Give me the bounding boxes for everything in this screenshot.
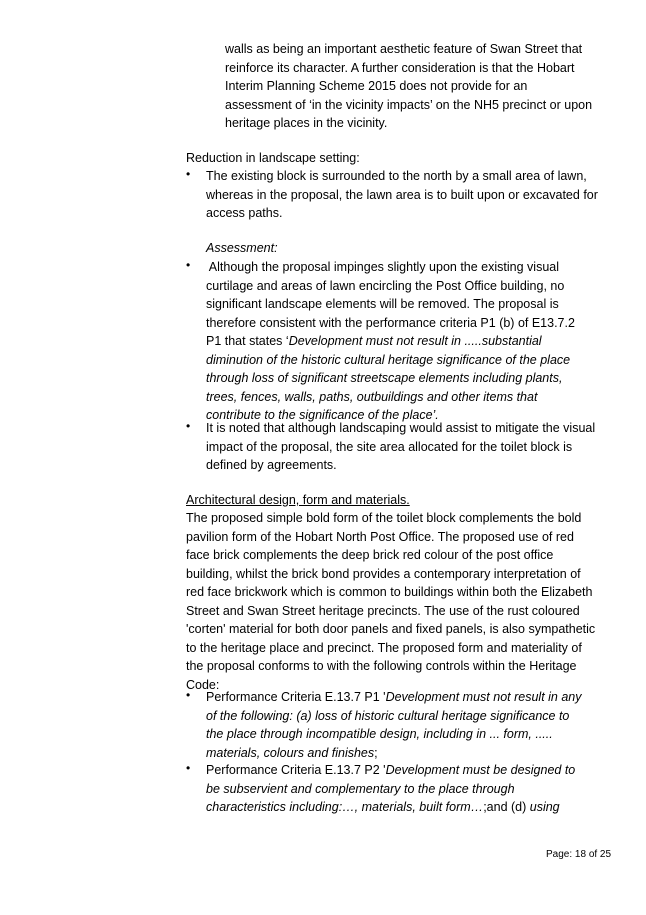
architecture-paragraph	[186, 509, 595, 694]
text-line: building, whilst the brick bond provides a contemporary interpretation of	[186, 566, 581, 581]
quote-line: be subservient and complementary to the place through	[206, 781, 515, 796]
architecture-bullet-1	[206, 688, 582, 762]
assessment-label	[206, 239, 278, 258]
text-line	[206, 332, 575, 351]
text-line: Code:	[186, 677, 220, 692]
quote-line: diminution of the historic cultural heritage significance of the place	[206, 352, 571, 367]
quote-line: through loss of significant streetscape elements including plants,	[206, 371, 563, 385]
quote-run: materials, colours and finishes	[206, 745, 375, 760]
quote-run: characteristics including:…, materials, built form…	[206, 800, 484, 814]
text-run: Performance Criteria E.13.7 P2 '	[206, 763, 386, 777]
text-run: P1 that states ‘	[206, 334, 289, 348]
text-line: impact of the proposal, the site area allocated for the toilet block is	[206, 439, 573, 454]
text-run: Performance Criteria E.13.7 P1 '	[206, 690, 386, 704]
assessment-label-text: Assessment:	[206, 241, 278, 255]
bullet-icon: •	[186, 761, 191, 775]
text-line	[206, 744, 582, 763]
bullet-icon: •	[186, 167, 191, 181]
quote-run: Development must be designed to	[385, 763, 576, 777]
bullet-icon: •	[186, 688, 191, 702]
text-line: defined by agreements.	[206, 458, 337, 472]
text-line: Interim Planning Scheme 2015 does not provide for an	[225, 79, 528, 93]
text-line	[206, 688, 582, 707]
text-line: the proposal conforms to with the following controls within the Heritage	[186, 659, 577, 673]
text-line: The existing block is surrounded to the north by a small area of lawn,	[206, 169, 587, 183]
text-line: red face brickwork which is common to buildings within both the Elizabeth	[186, 585, 593, 599]
text-line	[206, 798, 575, 817]
text-run: ;and (d)	[483, 800, 530, 814]
text-line: face brick complements the deep brick red colour of the post office	[186, 548, 554, 562]
quote-run: Development must not result in .....substantial	[288, 334, 542, 348]
page-number: Page: 18 of 25	[546, 849, 612, 860]
text-line: 'corten' material for both door panels and fixed panels, is also sympathetic	[186, 622, 596, 636]
landscape-bullet-1	[206, 167, 598, 223]
quote-run: using	[529, 800, 560, 814]
text-line: to the heritage place and precinct. The proposed form and materiality of	[186, 640, 582, 655]
text-line: significant landscape elements will be removed. The proposal is	[206, 297, 559, 311]
text-line: walls as being an important aesthetic feature of Swan Street that	[225, 42, 583, 56]
text-line: whereas in the proposal, the lawn area is to built upon or excavated for	[206, 187, 598, 202]
quote-line: trees, fences, walls, paths, outbuildings and other items that	[206, 389, 538, 404]
section-heading: Architectural design, form and materials.	[186, 493, 410, 507]
text-line: It is noted that although landscaping would assist to mitigate the visual	[206, 421, 596, 435]
quote-line: contribute to the significance of the place’.	[206, 408, 439, 422]
text-run: ;	[374, 745, 378, 760]
text-line	[206, 761, 575, 780]
text-line: curtilage and areas of lawn encircling the Post Office building, no	[206, 278, 565, 293]
text-line: pavilion form of the Hobart North Post Office. The proposed use of red	[186, 529, 574, 544]
bullet-icon: •	[186, 419, 191, 433]
quote-run: Development must not result in any	[385, 690, 582, 704]
bullet-icon: •	[186, 258, 191, 272]
landscape-heading	[186, 149, 360, 168]
section-heading: Reduction in landscape setting:	[186, 151, 360, 165]
text-line: heritage places in the vicinity.	[225, 116, 388, 130]
landscape-bullet-3	[206, 419, 595, 475]
architecture-heading	[186, 491, 410, 510]
text-line: reinforce its character. A further consideration is that the Hobart	[225, 60, 575, 75]
text-line: assessment of ‘in the vicinity impacts’ on the NH5 precinct or upon	[225, 97, 593, 112]
intro-paragraph	[225, 40, 592, 133]
text-line: The proposed simple bold form of the toilet block complements the bold	[186, 511, 582, 525]
text-line: therefore consistent with the performance criteria P1 (b) of E13.7.2	[206, 315, 575, 330]
quote-line: of the following: (a) loss of historic cultural heritage significance to	[206, 708, 570, 723]
text-line: access paths.	[206, 206, 283, 220]
landscape-bullet-2	[206, 258, 575, 425]
quote-line: the place through incompatible design, including in ... form, .....	[206, 727, 553, 741]
text-line: Street and Swan Street heritage precincts. The use of the rust coloured	[186, 603, 580, 618]
architecture-bullet-2	[206, 761, 575, 817]
text-line: Although the proposal impinges slightly upon the existing visual	[206, 260, 559, 274]
